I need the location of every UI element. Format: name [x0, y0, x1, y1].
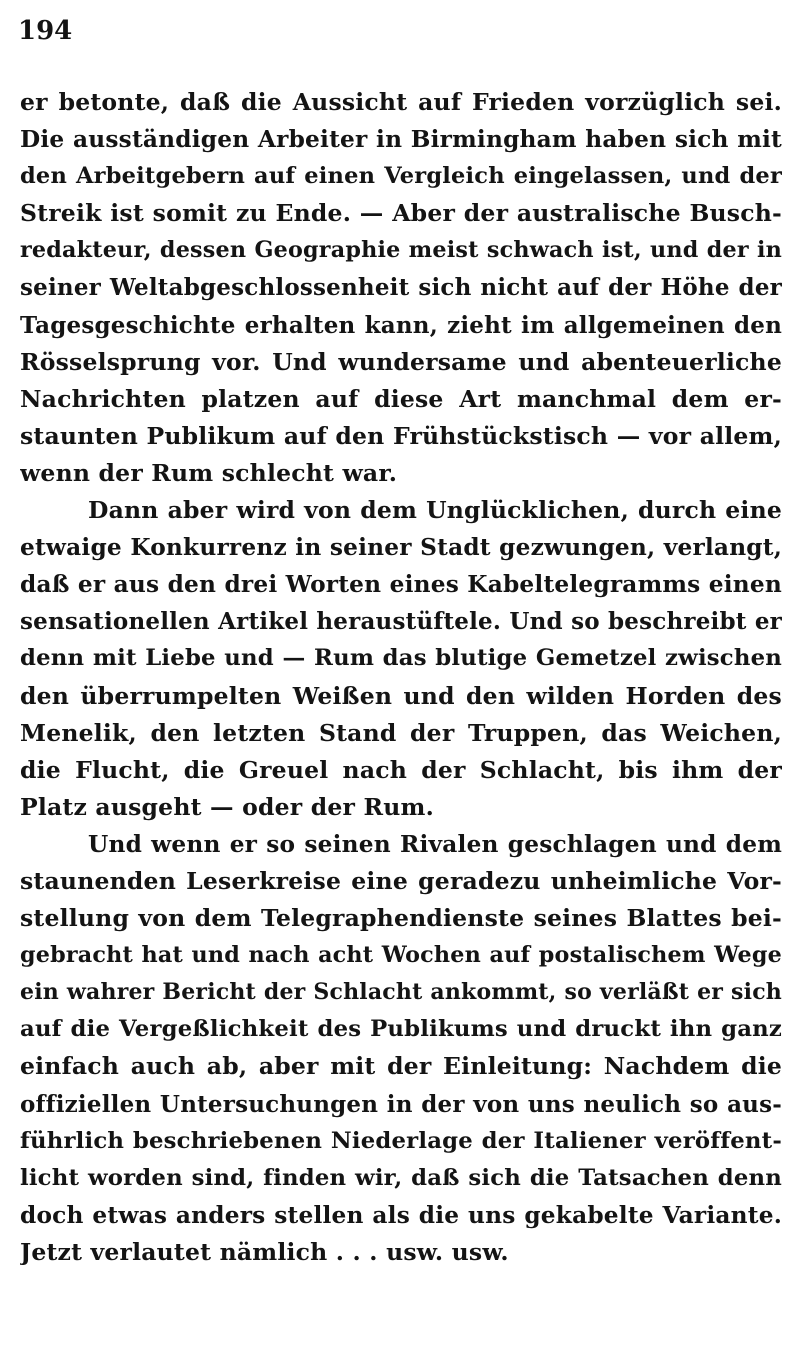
text-line: die Flucht, die Greuel nach der Schlacht, bis ihm der [20, 755, 782, 784]
text-line: redakteur, dessen Geographie meist schwach ist, und der in [20, 237, 782, 264]
text-line: doch etwas anders stellen als die uns gekabelte Variante. [20, 1201, 782, 1229]
text-line: Nachrichten platzen auf diese Art manchmal dem er- [20, 384, 782, 413]
text-line: Platz ausgeht — oder der Rum. [20, 792, 434, 821]
text-line: den überrumpelten Weißen und den wilden Horden des [20, 681, 782, 710]
text-line: den Arbeitgebern auf einen Vergleich eingelassen, und der [20, 163, 782, 190]
text-line: Menelik, den letzten Stand der Truppen, das Weichen, [20, 718, 782, 747]
text-line: seiner Weltabgeschlossenheit sich nicht auf der Höhe der [20, 274, 782, 302]
text-line: Die ausständigen Arbeiter in Birmingham haben sich mit [20, 126, 782, 154]
text-line: offiziellen Untersuchungen in der von uns neulich so aus- [20, 1090, 782, 1118]
text-line: Dann aber wird von dem Unglücklichen, durch eine [88, 496, 782, 525]
text-line: wenn der Rum schlecht war. [20, 458, 398, 487]
text-line: Rösselsprung vor. Und wundersame und abenteuerliche [20, 347, 782, 376]
text-line: licht worden sind, finden wir, daß sich die Tatsachen denn [20, 1164, 782, 1191]
text-line: führlich beschriebenen Niederlage der Italiener veröffent- [20, 1127, 782, 1154]
page-number: 194 [18, 16, 73, 46]
text-line: staunenden Leserkreise eine geradezu unheimliche Vor- [20, 866, 782, 895]
text-line: sensationellen Artikel heraustüftele. Und so beschreibt er [20, 608, 782, 636]
text-line: etwaige Konkurrenz in seiner Stadt gezwungen, verlangt, [20, 534, 782, 562]
body-text [20, 84, 782, 1271]
text-line: daß er aus den drei Worten eines Kabeltelegramms einen [20, 571, 782, 599]
text-line: Streik ist somit zu Ende. — Aber der australische Busch- [20, 199, 782, 228]
text-line: Und wenn er so seinen Rivalen geschlagen und dem [88, 830, 782, 858]
text-line: er betonte, daß die Aussicht auf Frieden vorzüglich sei. [20, 88, 782, 116]
text-line: staunten Publikum auf den Frühstückstisch — vor allem, [20, 421, 782, 450]
text-line: Tagesgeschichte erhalten kann, zieht im allgemeinen den [20, 311, 782, 339]
text-line: auf die Vergeßlichkeit des Publikums und druckt ihn ganz [20, 1016, 782, 1043]
text-line: stellung von dem Telegraphendienste seines Blattes bei- [20, 904, 782, 933]
text-line: denn mit Liebe und — Rum das blutige Gemetzel zwischen [20, 645, 782, 672]
text-line: ein wahrer Bericht der Schlacht ankommt, so verläßt er sich [20, 979, 782, 1006]
text-line: Jetzt verlautet nämlich . . . usw. usw. [20, 1237, 509, 1266]
text-line: einfach auch ab, aber mit der Einleitung: Nachdem die [20, 1052, 782, 1081]
text-line: gebracht hat und nach acht Wochen auf postalischem Wege [20, 942, 782, 969]
